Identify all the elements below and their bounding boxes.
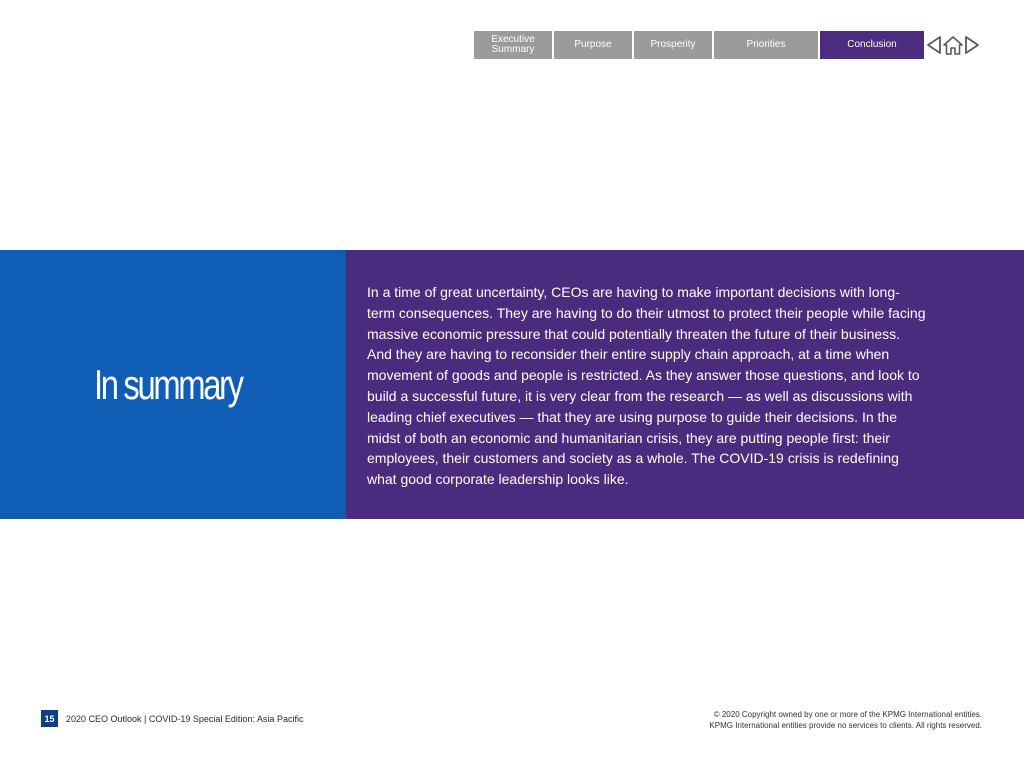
tab-priorities[interactable]: Priorities xyxy=(714,31,818,59)
tab-executive-summary[interactable]: Executive Summary xyxy=(474,31,552,59)
summary-band xyxy=(0,250,1024,519)
tab-purpose[interactable]: Purpose xyxy=(554,31,632,59)
tab-conclusion[interactable]: Conclusion xyxy=(820,31,924,59)
previous-arrow-icon[interactable] xyxy=(926,34,942,56)
copyright-line-1: © 2020 Copyright owned by one or more of the KPMG International entities. xyxy=(713,710,982,719)
summary-text-panel xyxy=(346,250,1024,519)
next-arrow-icon[interactable] xyxy=(964,34,980,56)
copyright-line-2: KPMG International entities provide no services to clients. All rights reserved. xyxy=(709,721,982,730)
page-navigation xyxy=(926,34,980,56)
summary-heading: In summary xyxy=(94,361,242,408)
home-icon[interactable] xyxy=(942,34,964,56)
summary-title-panel xyxy=(0,250,346,519)
section-tabs xyxy=(474,31,924,59)
summary-paragraph: In a time of great uncertainty, CEOs are having to make important decisions with long-term consequences. They are having to do their utmost to protect their people while facing massive economic pressure that could potentially threaten the future of their business. And they are having to reconsider their entire supply chain approach, at a time when movement of goods and people is restricted. As they answer those questions, and look to build a successful future, it is very clear from the research — as well as discussions with leading chief executives — that they are using purpose to guide their decisions. In the midst of both an economic and humanitarian crisis, they are putting people first: their employees, their customers and society as a whole. The COVID-19 crisis is redefining what good corporate leadership looks like. xyxy=(367,284,926,488)
footer-publication xyxy=(41,710,303,727)
publication-title: 2020 CEO Outlook | COVID-19 Special Edition: Asia Pacific xyxy=(66,713,304,724)
copyright-notice xyxy=(709,709,982,731)
page-number-badge: 15 xyxy=(41,710,58,727)
tab-prosperity[interactable]: Prosperity xyxy=(634,31,712,59)
